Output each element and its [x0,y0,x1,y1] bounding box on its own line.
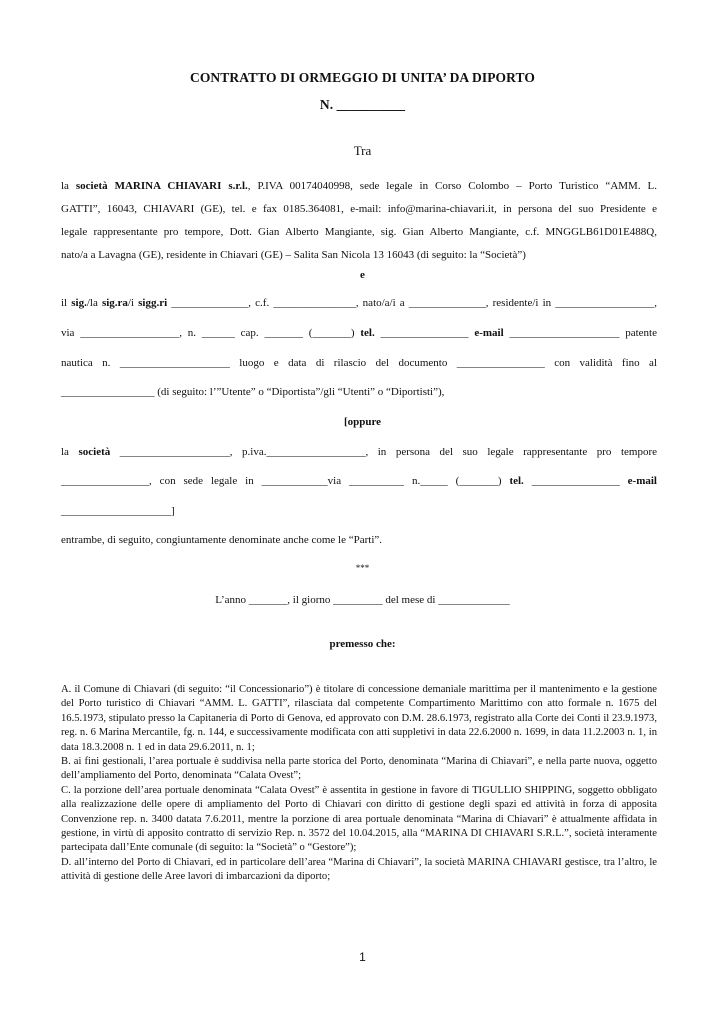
premesso-heading: premesso che: [329,638,396,650]
party2-line2: via __________________, n. ______ cap. _______ (_______) tel. ________________ e-mail ____________________ patente [61,327,657,339]
party2-line4: _________________ (di seguito: l’”Utente” o “Diportista”/gli “Utenti” o “Diportisti”), [61,386,445,398]
premise-d: D. all’interno del Porto di Chiavari, ed in particolare dell’area “Marina di Chiavari”, la società MARINA CHIAVARI gestisce, tra l’altro, le attività di gestione delle Aree lavori di imbarcazioni da diporto; [61,856,657,883]
party1-line2: GATTI”, 16043, CHIAVARI (GE), tel. e fax 0185.364081, e-mail: info@marina-chiavari.it, in persona del suo Presidente e [61,203,657,215]
page-number: 1 [359,950,366,964]
party1-line4: nato/a a Lavagna (GE), residente in Chiavari (GE) – Salita San Nicola 13 16043 (di seguito: la “Società”) [61,249,526,261]
party1-name: società MARINA CHIAVARI s.r.l. [75,180,248,192]
premise-c: C. la porzione dell’area portuale denominata “Calata Ovest” è assentita in gestione in favore di TIGULLIO SHIPPING, soggetto obbligato alla realizzazione delle opere di ampliamento del Porto di Chiavari con diritto di gestione degli spazi ed attività in forza di apposita Convenzione rep. n. 3400 datata 7.6.2011, mentre la porzione di area portuale denominata “Marina di Chiavari” è attualmente affidata in gestione, in virtù di apposito contratto di servizio Rep. n. 3572 del 10.04.2015, alla “MARINA DI CHIAVARI S.R.L.”, società interamente partecipata dall’Ente comunale (di seguito: la “Società” o “Gestore”); [61,784,657,854]
premises-block [61,683,657,885]
party3-line2: ________________, con sede legale in ____________via __________ n._____ (_______) tel. ________________ e-mail [61,475,657,487]
party1-line3: legale rappresentante pro tempore, Dott. Gian Alberto Mangiante, sig. Gian Alberto Mangiante, c.f. MNGGLB61D01E488Q, [61,226,657,238]
oppure-marker: [oppure [343,416,382,428]
parties-statement: entrambe, di seguito, congiuntamente denominate anche come le “Parti”. [61,534,383,546]
document-title: CONTRATTO DI ORMEGGIO DI UNITA’ DA DIPORTO [189,70,535,85]
contract-number: N. __________ [319,97,406,112]
separator-stars: *** [355,563,370,573]
party3-line3: ____________________] [61,505,175,517]
tra-heading: Tra [353,143,372,158]
premise-a: A. il Comune di Chiavari (di seguito: “il Concessionario”) è titolare di concessione demaniale marittima per il mantenimento e la gestione del Porto turistico di Chiavari “AMM. L. GATTI”, rilasciata dal competente Compartimento Marittimo con atto formale n. 1675 del 16.5.1973, stipulato presso la Capitaneria di Porto di Genova, ed approvato con D.M. 28.6.1973, registrato alla Corte dei Conti il 23.9.1973, reg. n. 6 Marina Mercantile, fg. n. 144, e successivamente modificata con atti suppletivi in data 22.6.2000 n. 1699, in data 11.2.2003 n. 1, in data 18.3.2008 n. 1 ed in data 29.6.2011, n. 1; [61,684,657,753]
party1-line1: la società MARINA CHIAVARI s.r.l., P.IVA 00174040998, sede legale in Corso Colombo – Porto Turistico “AMM. L. [61,180,657,192]
date-line: L’anno _______, il giorno _________ del mese di _____________ [215,594,510,606]
party3-line1: la società ____________________, p.iva.__________________, in persona del suo legale rappresentante pro tempore [61,446,657,458]
party2-line1: il sig./la sig.ra/i sigg.ri ______________, c.f. _______________, nato/a/i a ______________, residente/i in __________________, [61,297,657,309]
premise-b: B. ai fini gestionali, l’area portuale è suddivisa nella parte storica del Porto, denominata “Marina di Chiavari”, e nella parte nuova, oggetto dell’ampliamento del Porto, denominata “Calata Ovest”; [61,756,657,782]
conjunction-e: e [360,269,365,281]
party2-line3: nautica n. ____________________ luogo e data di rilascio del documento ________________ con validità fino al [61,357,657,369]
